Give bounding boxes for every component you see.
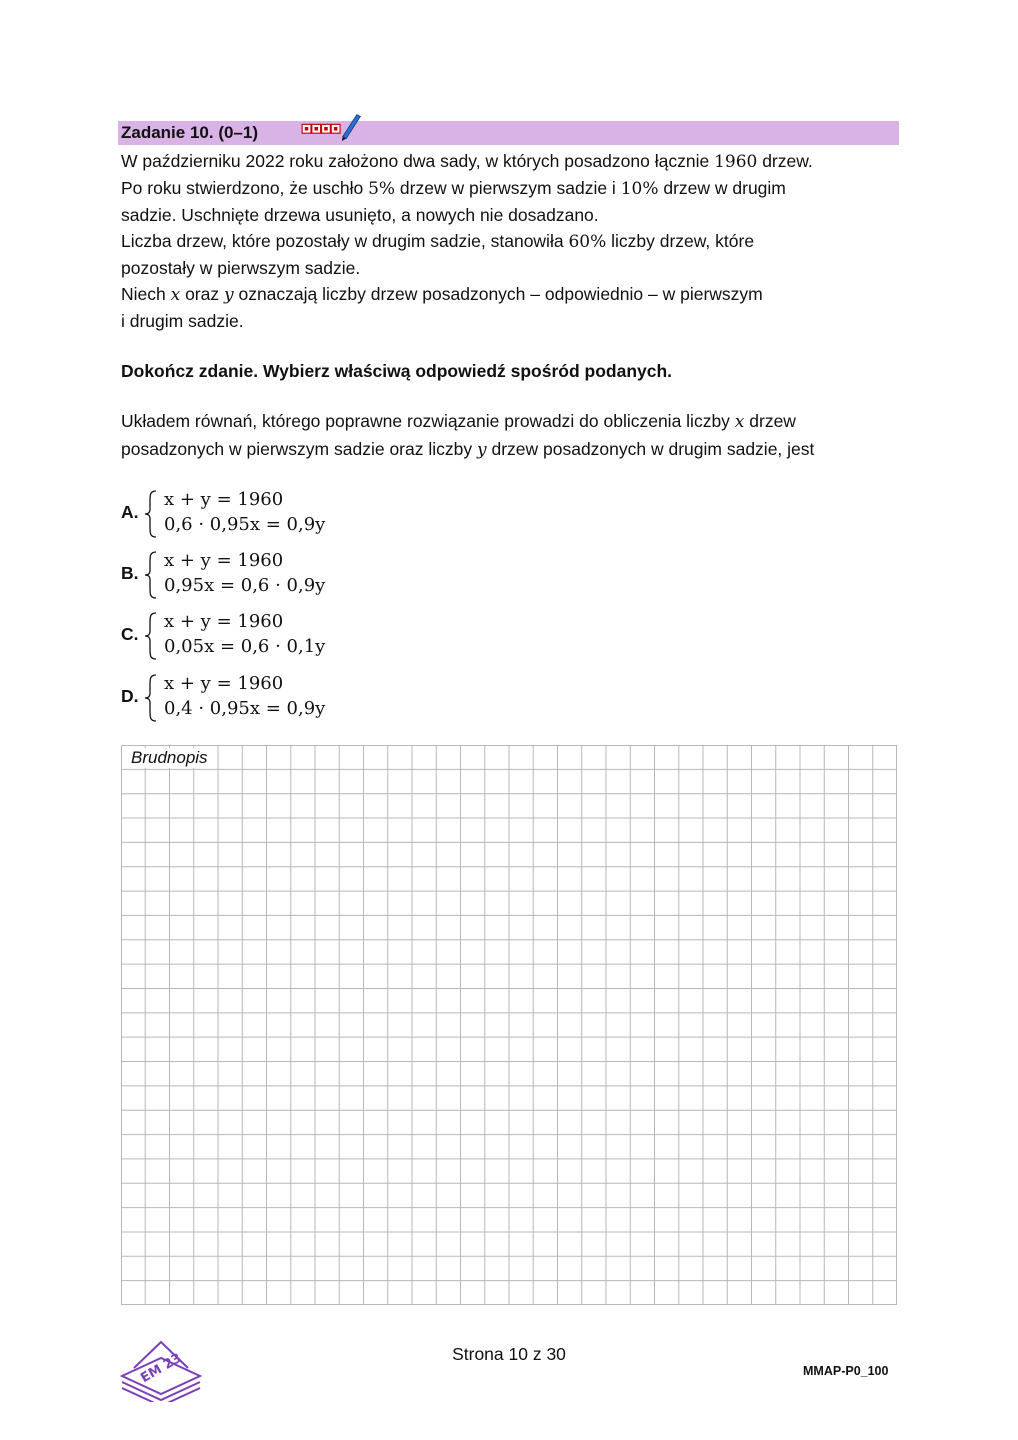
equation-2: 0,95x = 0,6 · 0,9y <box>164 575 326 596</box>
brace-icon <box>144 611 158 661</box>
task-paragraph-line-3: sadzie. Uschnięte drzewa usunięto, a nowych nie dosadzano. <box>121 205 599 225</box>
question-line-1: Układem równań, którego poprawne rozwiązanie prowadzi do obliczenia liczby x drzew <box>121 411 796 432</box>
task-title: Zadanie 10. (0–1) <box>121 123 259 142</box>
task-paragraph-line-2: Po roku stwierdzono, że uschło 5% drzew w pierwszym sadzie i 10% drzew w drugim <box>121 178 786 199</box>
scratch-grid[interactable] <box>121 745 897 1305</box>
equation-2: 0,4 · 0,95x = 0,9y <box>164 698 326 719</box>
option-a[interactable] <box>121 487 521 541</box>
equation-1: x + y = 1960 <box>164 673 284 694</box>
svg-text:EM 23: EM 23 <box>138 1350 185 1387</box>
task-paragraph-line-7: i drugim sadzie. <box>121 311 244 331</box>
page-number: Strona 10 z 30 <box>452 1344 566 1364</box>
brace-icon <box>144 550 158 600</box>
brace-icon <box>144 673 158 723</box>
task-paragraph-line-6: Niech x oraz y oznaczają liczby drzew posadzonych – odpowiednio – w pierwszym <box>121 284 763 305</box>
equation-1: x + y = 1960 <box>164 489 284 510</box>
option-letter: C. <box>121 624 139 644</box>
option-d[interactable] <box>121 671 521 725</box>
option-c[interactable] <box>121 609 521 663</box>
equation-1: x + y = 1960 <box>164 611 284 632</box>
task-header <box>118 121 899 145</box>
equation-2: 0,05x = 0,6 · 0,1y <box>164 636 326 657</box>
option-b[interactable] <box>121 548 521 602</box>
brace-icon <box>144 489 158 539</box>
equation-2: 0,6 · 0,95x = 0,9y <box>164 514 326 535</box>
scratch-label: Brudnopis <box>131 748 212 768</box>
option-letter: A. <box>121 502 139 522</box>
calculator-pen-icon <box>298 112 368 142</box>
task-paragraph-line-5: pozostały w pierwszym sadzie. <box>121 258 361 278</box>
instruction: Dokończ zdanie. Wybierz właściwą odpowiedź spośród podanych. <box>121 361 673 381</box>
question-line-2: posadzonych w pierwszym sadzie oraz liczby y drzew posadzonych w drugim sadzie, jest <box>121 439 815 460</box>
task-paragraph-line-1: W październiku 2022 roku założono dwa sady, w których posadzono łącznie 1960 drzew. <box>121 151 813 172</box>
task-paragraph-line-4: Liczba drzew, które pozostały w drugim sadzie, stanowiła 60% liczby drzew, które <box>121 231 755 252</box>
option-letter: D. <box>121 686 139 706</box>
exam-code: MMAP-P0_100 <box>803 1364 889 1378</box>
equation-1: x + y = 1960 <box>164 550 284 571</box>
option-letter: B. <box>121 563 139 583</box>
